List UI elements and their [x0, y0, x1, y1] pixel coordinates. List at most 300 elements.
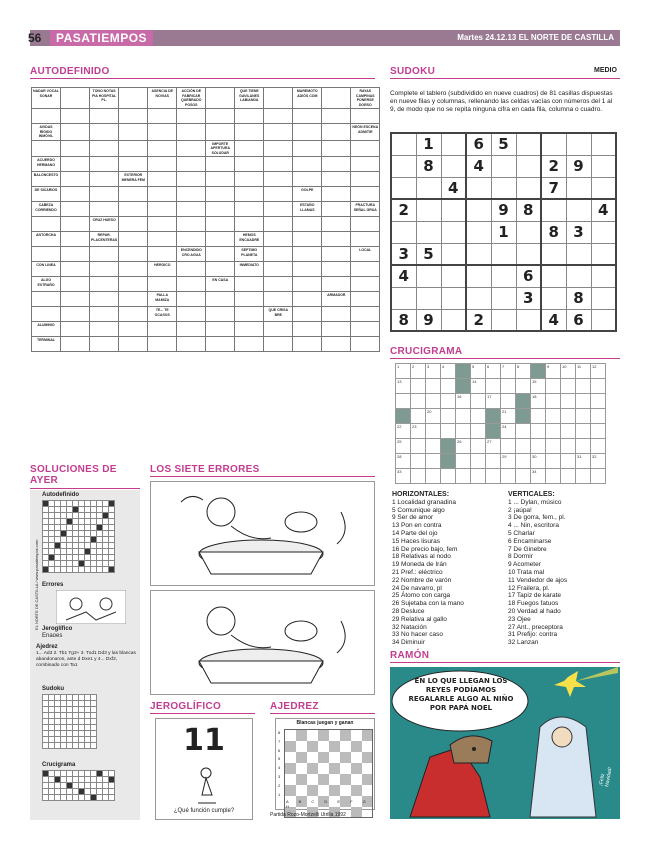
answer-cell[interactable] [322, 322, 351, 337]
sudoku-cell[interactable] [441, 199, 466, 221]
answer-cell[interactable] [293, 292, 322, 307]
answer-cell[interactable] [293, 172, 322, 187]
crossword-cell[interactable] [531, 439, 546, 454]
crossword-cell[interactable] [426, 439, 441, 454]
crossword-cell[interactable] [426, 469, 441, 484]
sudoku-cell[interactable] [491, 287, 516, 309]
answer-cell[interactable] [322, 232, 351, 247]
sudoku-cell[interactable] [441, 309, 466, 331]
crossword-cell[interactable] [516, 469, 531, 484]
answer-cell[interactable] [264, 124, 293, 141]
crossword-cell[interactable] [471, 454, 486, 469]
answer-cell[interactable] [32, 109, 61, 124]
crossword-cell[interactable] [561, 379, 576, 394]
answer-cell[interactable] [206, 202, 235, 217]
crossword-cell[interactable]: 5 [471, 364, 486, 379]
crossword-cell[interactable] [576, 379, 591, 394]
crossword-cell[interactable] [456, 469, 471, 484]
answer-cell[interactable] [32, 217, 61, 232]
answer-cell[interactable] [90, 292, 119, 307]
sudoku-cell[interactable] [441, 287, 466, 309]
sudoku-cell[interactable] [516, 309, 541, 331]
sudoku-cell[interactable] [491, 309, 516, 331]
answer-cell[interactable] [206, 172, 235, 187]
answer-cell[interactable] [119, 157, 148, 172]
answer-cell[interactable] [235, 292, 264, 307]
sudoku-cell[interactable] [516, 177, 541, 199]
answer-cell[interactable] [235, 217, 264, 232]
answer-cell[interactable] [235, 202, 264, 217]
crossword-cell[interactable] [441, 424, 456, 439]
answer-cell[interactable] [61, 140, 90, 157]
crossword-cell[interactable]: 12 [591, 364, 606, 379]
answer-cell[interactable] [119, 292, 148, 307]
answer-cell[interactable] [61, 202, 90, 217]
answer-cell[interactable] [264, 88, 293, 109]
sudoku-cell[interactable] [566, 199, 591, 221]
answer-cell[interactable] [177, 307, 206, 322]
crossword-cell[interactable]: 17 [486, 394, 501, 409]
answer-cell[interactable] [235, 322, 264, 337]
answer-cell[interactable] [61, 157, 90, 172]
answer-cell[interactable] [322, 124, 351, 141]
answer-cell[interactable] [177, 217, 206, 232]
sudoku-cell[interactable] [416, 177, 441, 199]
answer-cell[interactable] [322, 109, 351, 124]
crossword-cell[interactable] [576, 409, 591, 424]
crossword-cell[interactable]: 32 [591, 454, 606, 469]
sudoku-cell[interactable] [541, 243, 566, 265]
answer-cell[interactable] [322, 337, 351, 352]
crossword-cell[interactable]: 27 [486, 439, 501, 454]
crossword-cell[interactable]: 29 [501, 454, 516, 469]
crossword-cell[interactable]: 9 [546, 364, 561, 379]
answer-cell[interactable] [264, 322, 293, 337]
answer-cell[interactable] [119, 88, 148, 109]
sudoku-cell[interactable] [491, 177, 516, 199]
answer-cell[interactable] [206, 109, 235, 124]
crossword-cell[interactable] [471, 469, 486, 484]
answer-cell[interactable] [119, 187, 148, 202]
answer-cell[interactable] [351, 232, 380, 247]
crossword-cell[interactable] [591, 424, 606, 439]
answer-cell[interactable] [235, 172, 264, 187]
answer-cell[interactable] [61, 124, 90, 141]
answer-cell[interactable] [119, 140, 148, 157]
answer-cell[interactable] [351, 292, 380, 307]
answer-cell[interactable] [119, 124, 148, 141]
answer-cell[interactable] [322, 217, 351, 232]
answer-cell[interactable] [119, 232, 148, 247]
crossword-cell[interactable] [591, 409, 606, 424]
answer-cell[interactable] [293, 140, 322, 157]
answer-cell[interactable] [61, 88, 90, 109]
answer-cell[interactable] [322, 157, 351, 172]
answer-cell[interactable] [61, 277, 90, 292]
crossword-cell[interactable] [576, 424, 591, 439]
answer-cell[interactable] [148, 140, 177, 157]
answer-cell[interactable] [235, 337, 264, 352]
answer-cell[interactable] [177, 337, 206, 352]
crossword-cell[interactable] [561, 409, 576, 424]
crossword-cell[interactable] [546, 454, 561, 469]
answer-cell[interactable] [177, 262, 206, 277]
sudoku-cell[interactable] [416, 287, 441, 309]
crossword-cell[interactable] [426, 454, 441, 469]
answer-cell[interactable] [235, 157, 264, 172]
answer-cell[interactable] [264, 217, 293, 232]
answer-cell[interactable] [206, 157, 235, 172]
crossword-cell[interactable] [531, 409, 546, 424]
crossword-cell[interactable] [471, 424, 486, 439]
crossword-cell[interactable] [516, 379, 531, 394]
sudoku-cell[interactable] [516, 155, 541, 177]
crossword-cell[interactable]: 20 [426, 409, 441, 424]
answer-cell[interactable] [90, 187, 119, 202]
answer-cell[interactable] [264, 232, 293, 247]
crossword-cell[interactable] [546, 424, 561, 439]
answer-cell[interactable] [61, 247, 90, 262]
answer-cell[interactable] [61, 217, 90, 232]
answer-cell[interactable] [148, 172, 177, 187]
crossword-cell[interactable] [396, 394, 411, 409]
answer-cell[interactable] [148, 124, 177, 141]
answer-cell[interactable] [90, 140, 119, 157]
crossword-cell[interactable]: 10 [561, 364, 576, 379]
answer-cell[interactable] [322, 247, 351, 262]
sudoku-cell[interactable] [566, 265, 591, 287]
crossword-cell[interactable] [531, 424, 546, 439]
sudoku-cell[interactable] [541, 265, 566, 287]
crossword-cell[interactable] [546, 439, 561, 454]
sudoku-cell[interactable] [391, 155, 416, 177]
answer-cell[interactable] [322, 88, 351, 109]
answer-cell[interactable] [177, 232, 206, 247]
answer-cell[interactable] [206, 247, 235, 262]
answer-cell[interactable] [264, 262, 293, 277]
answer-cell[interactable] [293, 337, 322, 352]
answer-cell[interactable] [264, 277, 293, 292]
answer-cell[interactable] [322, 262, 351, 277]
sudoku-cell[interactable] [516, 221, 541, 243]
crossword-cell[interactable] [591, 439, 606, 454]
answer-cell[interactable] [177, 292, 206, 307]
sudoku-cell[interactable] [491, 265, 516, 287]
answer-cell[interactable] [61, 172, 90, 187]
answer-cell[interactable] [351, 172, 380, 187]
answer-cell[interactable] [235, 140, 264, 157]
crossword-cell[interactable]: 1 [396, 364, 411, 379]
crossword-cell[interactable] [561, 424, 576, 439]
crossword-cell[interactable] [501, 439, 516, 454]
answer-cell[interactable] [351, 157, 380, 172]
answer-cell[interactable] [90, 277, 119, 292]
crossword-cell[interactable] [561, 394, 576, 409]
sudoku-cell[interactable] [516, 133, 541, 155]
crossword-cell[interactable]: 7 [501, 364, 516, 379]
sudoku-cell[interactable] [466, 199, 491, 221]
answer-cell[interactable] [177, 124, 206, 141]
crossword-cell[interactable] [561, 439, 576, 454]
answer-cell[interactable] [206, 187, 235, 202]
crossword-cell[interactable]: 33 [396, 469, 411, 484]
sudoku-cell[interactable] [466, 177, 491, 199]
sudoku-cell[interactable] [391, 221, 416, 243]
answer-cell[interactable] [293, 262, 322, 277]
answer-cell[interactable] [90, 247, 119, 262]
answer-cell[interactable] [148, 109, 177, 124]
answer-cell[interactable] [264, 202, 293, 217]
crossword-cell[interactable]: 21 [501, 409, 516, 424]
crossword-cell[interactable] [516, 424, 531, 439]
answer-cell[interactable] [206, 322, 235, 337]
answer-cell[interactable] [206, 337, 235, 352]
crossword-cell[interactable]: 22 [396, 424, 411, 439]
crossword-cell[interactable] [456, 409, 471, 424]
answer-cell[interactable] [351, 322, 380, 337]
crossword-cell[interactable] [546, 409, 561, 424]
answer-cell[interactable] [32, 292, 61, 307]
answer-cell[interactable] [90, 157, 119, 172]
crossword-cell[interactable] [441, 379, 456, 394]
crossword-cell[interactable]: 13 [396, 379, 411, 394]
crossword-cell[interactable] [441, 469, 456, 484]
crossword-cell[interactable] [456, 424, 471, 439]
sudoku-cell[interactable] [441, 221, 466, 243]
answer-cell[interactable] [235, 187, 264, 202]
crossword-cell[interactable] [441, 394, 456, 409]
answer-cell[interactable] [61, 232, 90, 247]
answer-cell[interactable] [119, 247, 148, 262]
answer-cell[interactable] [322, 172, 351, 187]
answer-cell[interactable] [119, 109, 148, 124]
crossword-cell[interactable] [591, 379, 606, 394]
answer-cell[interactable] [148, 277, 177, 292]
crossword-cell[interactable]: 34 [531, 469, 546, 484]
sudoku-cell[interactable] [591, 133, 616, 155]
crossword-cell[interactable]: 11 [576, 364, 591, 379]
answer-cell[interactable] [351, 307, 380, 322]
answer-cell[interactable] [293, 232, 322, 247]
answer-cell[interactable] [264, 337, 293, 352]
answer-cell[interactable] [351, 262, 380, 277]
crossword-cell[interactable] [486, 379, 501, 394]
sudoku-cell[interactable] [416, 221, 441, 243]
answer-cell[interactable] [119, 337, 148, 352]
sudoku-cell[interactable] [466, 287, 491, 309]
sudoku-cell[interactable] [566, 243, 591, 265]
crossword-cell[interactable]: 28 [396, 454, 411, 469]
crossword-cell[interactable] [471, 439, 486, 454]
sudoku-cell[interactable] [391, 133, 416, 155]
answer-cell[interactable] [119, 322, 148, 337]
crossword-cell[interactable] [576, 469, 591, 484]
answer-cell[interactable] [61, 322, 90, 337]
answer-cell[interactable] [206, 124, 235, 141]
answer-cell[interactable] [293, 277, 322, 292]
answer-cell[interactable] [61, 187, 90, 202]
crossword-cell[interactable]: 18 [531, 394, 546, 409]
answer-cell[interactable] [322, 140, 351, 157]
crossword-cell[interactable] [486, 469, 501, 484]
sudoku-cell[interactable] [591, 221, 616, 243]
sudoku-cell[interactable] [491, 243, 516, 265]
answer-cell[interactable] [264, 172, 293, 187]
sudoku-cell[interactable] [391, 287, 416, 309]
answer-cell[interactable] [148, 322, 177, 337]
crossword-cell[interactable]: 31 [576, 454, 591, 469]
answer-cell[interactable] [351, 337, 380, 352]
answer-cell[interactable] [293, 307, 322, 322]
answer-cell[interactable] [351, 140, 380, 157]
answer-cell[interactable] [119, 262, 148, 277]
answer-cell[interactable] [206, 292, 235, 307]
answer-cell[interactable] [177, 277, 206, 292]
sudoku-cell[interactable] [466, 243, 491, 265]
answer-cell[interactable] [32, 140, 61, 157]
crossword-cell[interactable] [576, 394, 591, 409]
answer-cell[interactable] [148, 247, 177, 262]
answer-cell[interactable] [90, 307, 119, 322]
answer-cell[interactable] [61, 337, 90, 352]
sudoku-cell[interactable] [441, 243, 466, 265]
crossword-cell[interactable] [411, 379, 426, 394]
answer-cell[interactable] [148, 217, 177, 232]
answer-cell[interactable] [206, 217, 235, 232]
crossword-cell[interactable] [471, 409, 486, 424]
answer-cell[interactable] [90, 109, 119, 124]
answer-cell[interactable] [264, 247, 293, 262]
answer-cell[interactable] [235, 109, 264, 124]
crossword-cell[interactable] [591, 394, 606, 409]
answer-cell[interactable] [264, 157, 293, 172]
crossword-cell[interactable] [426, 424, 441, 439]
answer-cell[interactable] [322, 187, 351, 202]
answer-cell[interactable] [322, 307, 351, 322]
crossword-cell[interactable] [546, 379, 561, 394]
answer-cell[interactable] [90, 337, 119, 352]
answer-cell[interactable] [148, 232, 177, 247]
crossword-cell[interactable] [411, 409, 426, 424]
crossword-cell[interactable] [561, 454, 576, 469]
answer-cell[interactable] [177, 187, 206, 202]
crossword-cell[interactable] [411, 454, 426, 469]
crossword-cell[interactable] [441, 409, 456, 424]
crossword-cell[interactable]: 25 [396, 439, 411, 454]
answer-cell[interactable] [61, 292, 90, 307]
crossword-cell[interactable] [546, 394, 561, 409]
crossword-cell[interactable]: 4 [441, 364, 456, 379]
answer-cell[interactable] [119, 307, 148, 322]
crossword-cell[interactable] [546, 469, 561, 484]
answer-cell[interactable] [148, 157, 177, 172]
crossword-cell[interactable]: 15 [531, 379, 546, 394]
sudoku-cell[interactable] [441, 265, 466, 287]
crossword-cell[interactable] [576, 439, 591, 454]
crossword-cell[interactable]: 6 [486, 364, 501, 379]
sudoku-cell[interactable] [541, 199, 566, 221]
sudoku-cell[interactable] [591, 177, 616, 199]
answer-cell[interactable] [119, 277, 148, 292]
answer-cell[interactable] [351, 187, 380, 202]
answer-cell[interactable] [322, 277, 351, 292]
answer-cell[interactable] [293, 217, 322, 232]
answer-cell[interactable] [235, 277, 264, 292]
sudoku-cell[interactable] [591, 155, 616, 177]
sudoku-cell[interactable] [591, 265, 616, 287]
answer-cell[interactable] [351, 277, 380, 292]
crossword-cell[interactable]: 2 [411, 364, 426, 379]
answer-cell[interactable] [264, 187, 293, 202]
answer-cell[interactable] [32, 307, 61, 322]
answer-cell[interactable] [119, 217, 148, 232]
crossword-cell[interactable] [486, 454, 501, 469]
answer-cell[interactable] [177, 202, 206, 217]
crossword-cell[interactable] [516, 454, 531, 469]
answer-cell[interactable] [264, 140, 293, 157]
crossword-cell[interactable] [471, 394, 486, 409]
answer-cell[interactable] [206, 307, 235, 322]
answer-cell[interactable] [293, 124, 322, 141]
crossword-cell[interactable] [411, 439, 426, 454]
answer-cell[interactable] [61, 109, 90, 124]
crossword-cell[interactable] [426, 394, 441, 409]
answer-cell[interactable] [90, 124, 119, 141]
answer-cell[interactable] [293, 109, 322, 124]
crossword-cell[interactable]: 8 [516, 364, 531, 379]
answer-cell[interactable] [177, 140, 206, 157]
answer-cell[interactable] [148, 187, 177, 202]
sudoku-cell[interactable] [466, 221, 491, 243]
answer-cell[interactable] [177, 322, 206, 337]
crossword-cell[interactable]: 23 [411, 424, 426, 439]
sudoku-cell[interactable] [591, 287, 616, 309]
answer-cell[interactable] [264, 109, 293, 124]
answer-cell[interactable] [206, 262, 235, 277]
answer-cell[interactable] [90, 262, 119, 277]
crossword-cell[interactable]: 24 [501, 424, 516, 439]
crossword-cell[interactable] [456, 454, 471, 469]
answer-cell[interactable] [119, 202, 148, 217]
answer-cell[interactable] [61, 262, 90, 277]
answer-cell[interactable] [177, 157, 206, 172]
crossword-cell[interactable] [501, 379, 516, 394]
answer-cell[interactable] [90, 202, 119, 217]
crossword-cell[interactable] [411, 394, 426, 409]
crossword-cell[interactable] [561, 469, 576, 484]
answer-cell[interactable] [264, 292, 293, 307]
sudoku-cell[interactable] [416, 265, 441, 287]
crossword-cell[interactable] [501, 469, 516, 484]
answer-cell[interactable] [148, 202, 177, 217]
answer-cell[interactable] [206, 232, 235, 247]
answer-cell[interactable] [322, 202, 351, 217]
answer-cell[interactable] [235, 307, 264, 322]
answer-cell[interactable] [90, 172, 119, 187]
sudoku-cell[interactable] [541, 287, 566, 309]
sudoku-cell[interactable] [466, 265, 491, 287]
answer-cell[interactable] [351, 217, 380, 232]
crossword-cell[interactable]: 30 [531, 454, 546, 469]
answer-cell[interactable] [148, 337, 177, 352]
answer-cell[interactable] [293, 247, 322, 262]
answer-cell[interactable] [293, 157, 322, 172]
crossword-cell[interactable] [516, 439, 531, 454]
answer-cell[interactable] [293, 322, 322, 337]
answer-cell[interactable] [61, 307, 90, 322]
crossword-cell[interactable]: 16 [456, 394, 471, 409]
sudoku-cell[interactable] [491, 155, 516, 177]
